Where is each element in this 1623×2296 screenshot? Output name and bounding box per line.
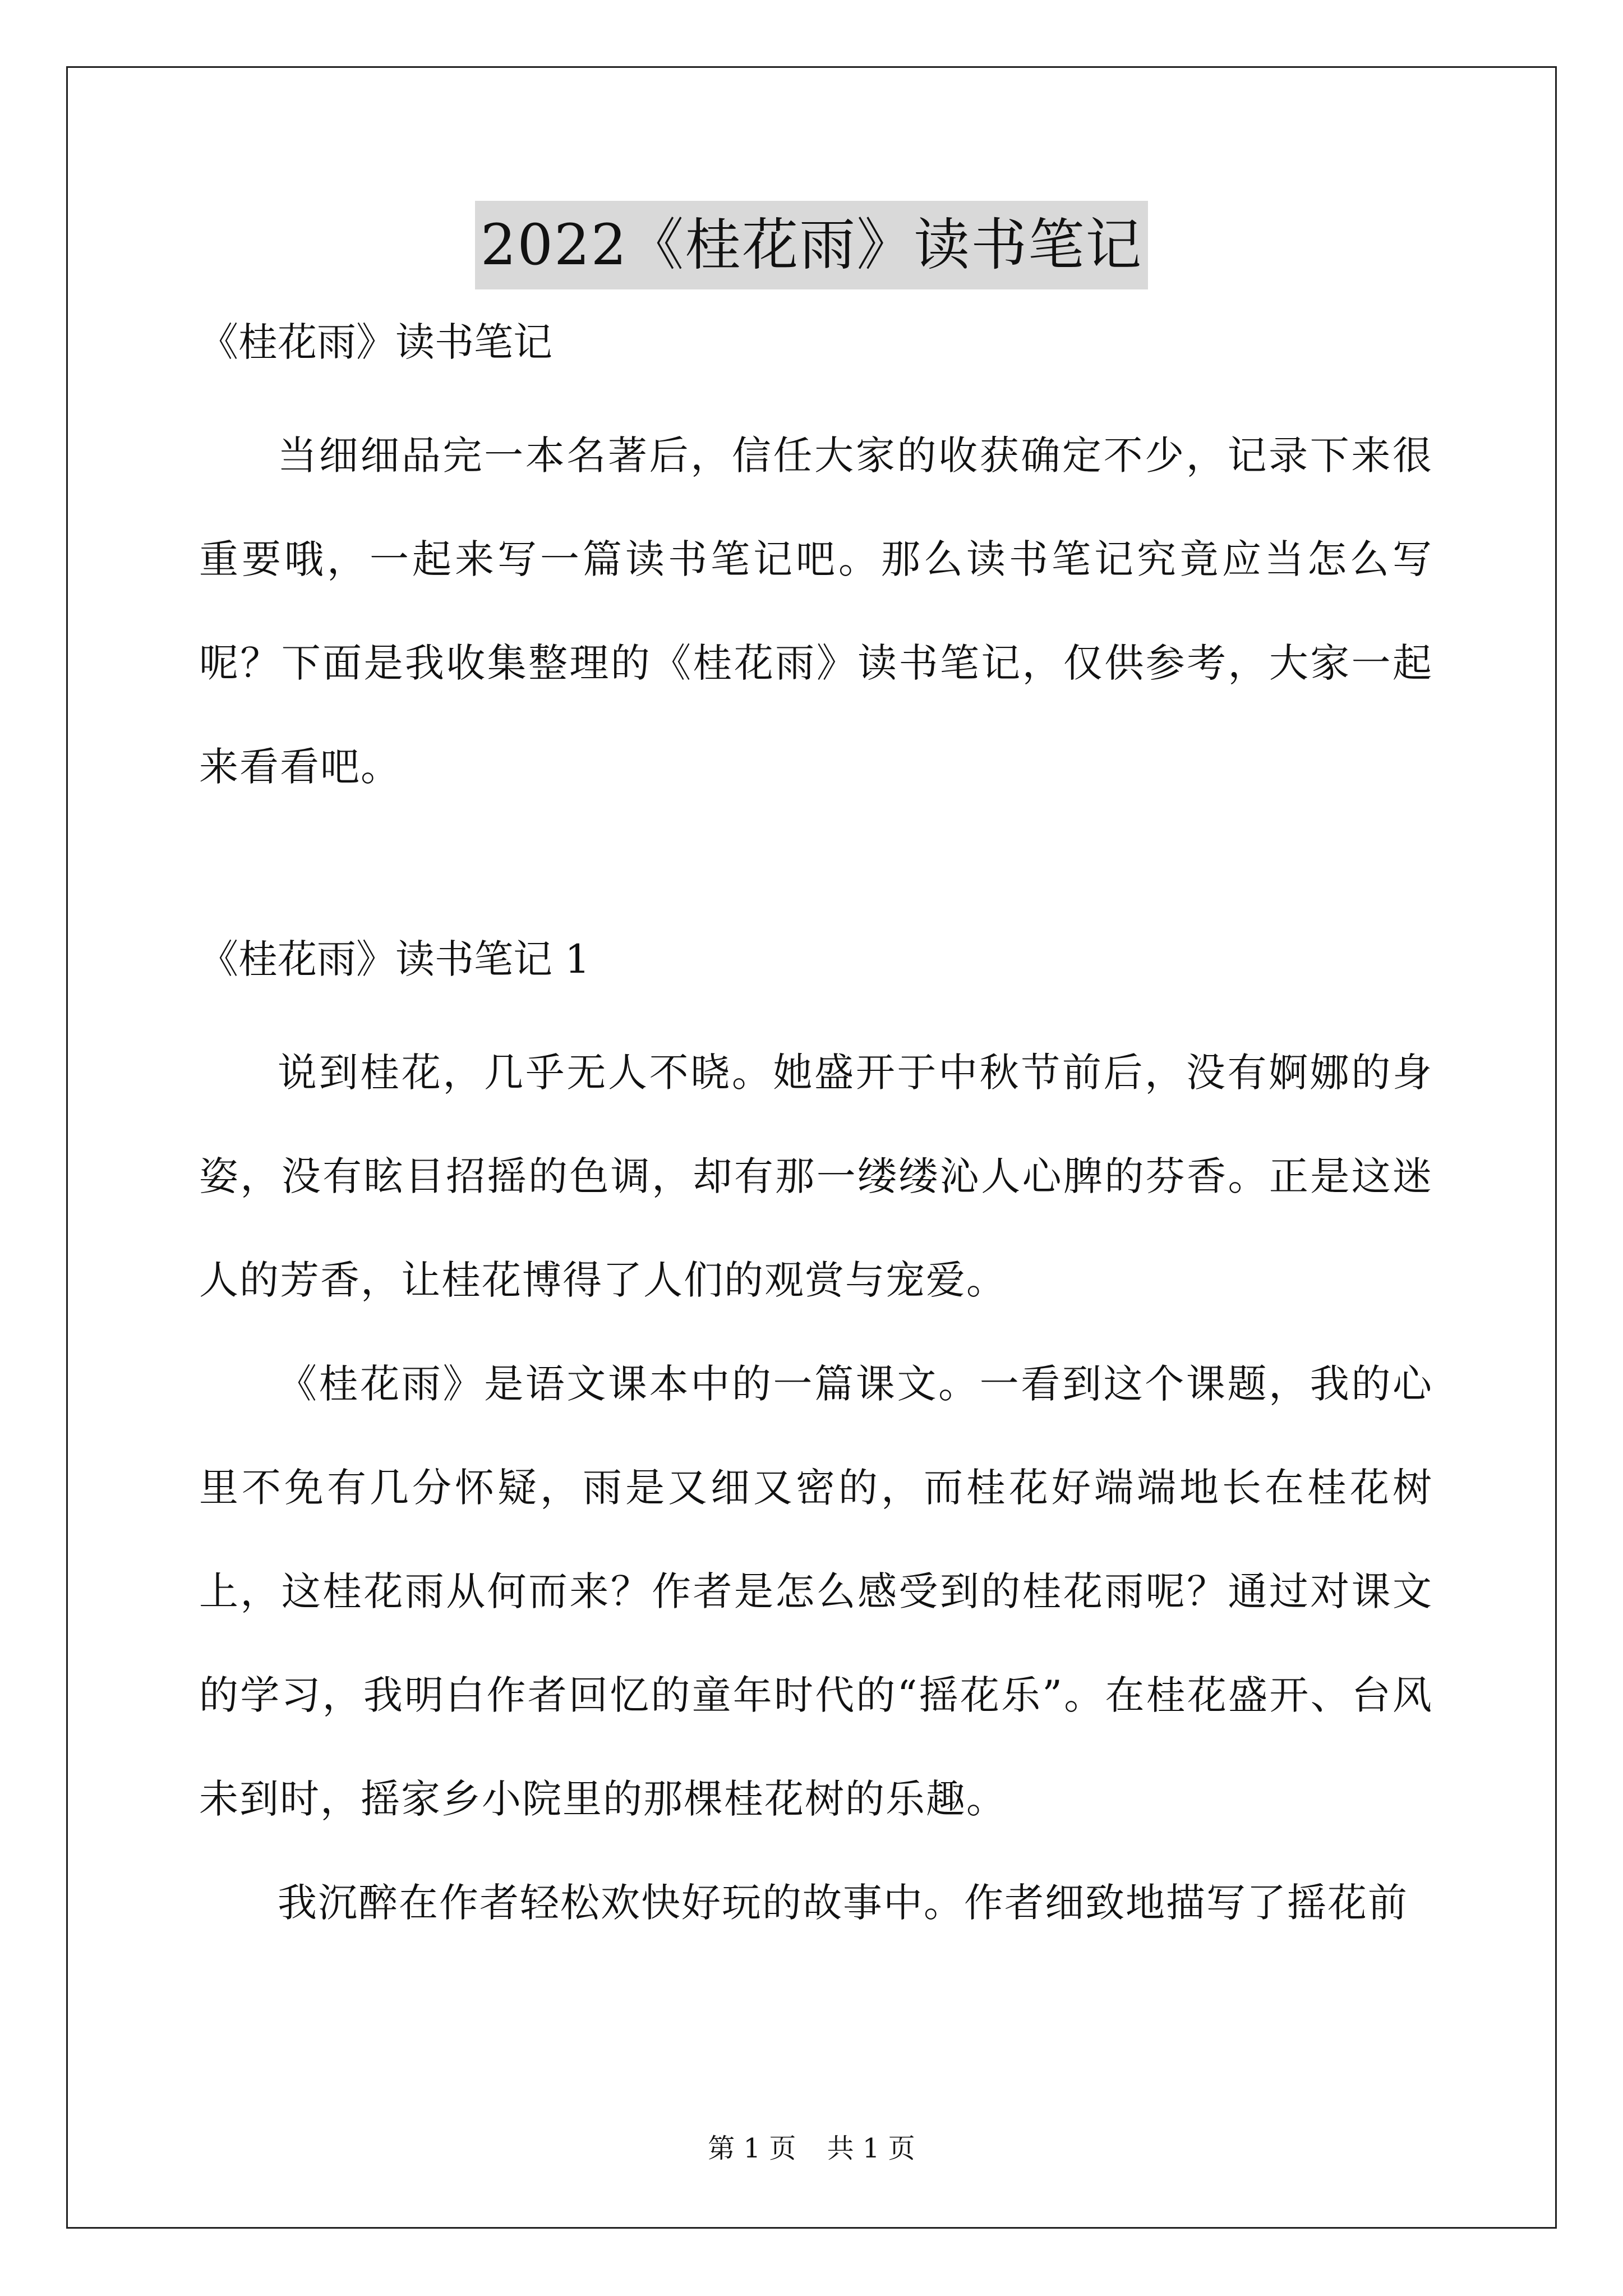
- body-paragraph-3: 我沉醉在作者轻松欢快好玩的故事中。作者细致地描写了摇花前: [278, 1880, 1408, 1926]
- document-title: 2022《桂花雨》读书笔记: [475, 201, 1149, 289]
- intro-paragraph: 当细细品完一本名著后，信任大家的收获确定不少，记录下来很重要哦，一起来写一篇读书笔记吧。那么读书笔记究竟应当怎么写呢？下面是我收集整理的《桂花雨》读书笔记，仅供参考，大家一起来看看吧。: [199, 432, 1433, 790]
- title-container: [0, 201, 1623, 289]
- body-paragraph-1: 说到桂花，几乎无人不晓。她盛开于中秋节前后，没有婀娜的身姿，没有眩目招摇的色调，却有那一缕缕沁人心脾的芬香。正是这迷人的芳香，让桂花博得了人们的观赏与宠爱。: [199, 1050, 1433, 1303]
- body-paragraph-2: 《桂花雨》是语文课本中的一篇课文。一看到这个课题，我的心里不免有几分怀疑，雨是又细又密的，而桂花好端端地长在桂花树上，这桂花雨从何而来？作者是怎么感受到的桂花雨呢？通过对课文的学习，我明白作者回忆的童年时代的“摇花乐”。在桂花盛开、台风未到时，摇家乡小院里的那棵桂花树的乐趣。: [199, 1361, 1433, 1822]
- spacer: [199, 370, 1433, 404]
- page-number-current: 第 1 页: [708, 2133, 796, 2164]
- intro-heading: 《桂花雨》读书笔记: [199, 319, 552, 365]
- page-footer: [0, 2132, 1623, 2165]
- section-1-heading: 《桂花雨》读书笔记 1: [199, 936, 590, 982]
- page-number-total: 共 1 页: [827, 2133, 915, 2164]
- spacer: [199, 819, 1433, 931]
- spacer: [199, 987, 1433, 1021]
- document-body: [199, 314, 1433, 1955]
